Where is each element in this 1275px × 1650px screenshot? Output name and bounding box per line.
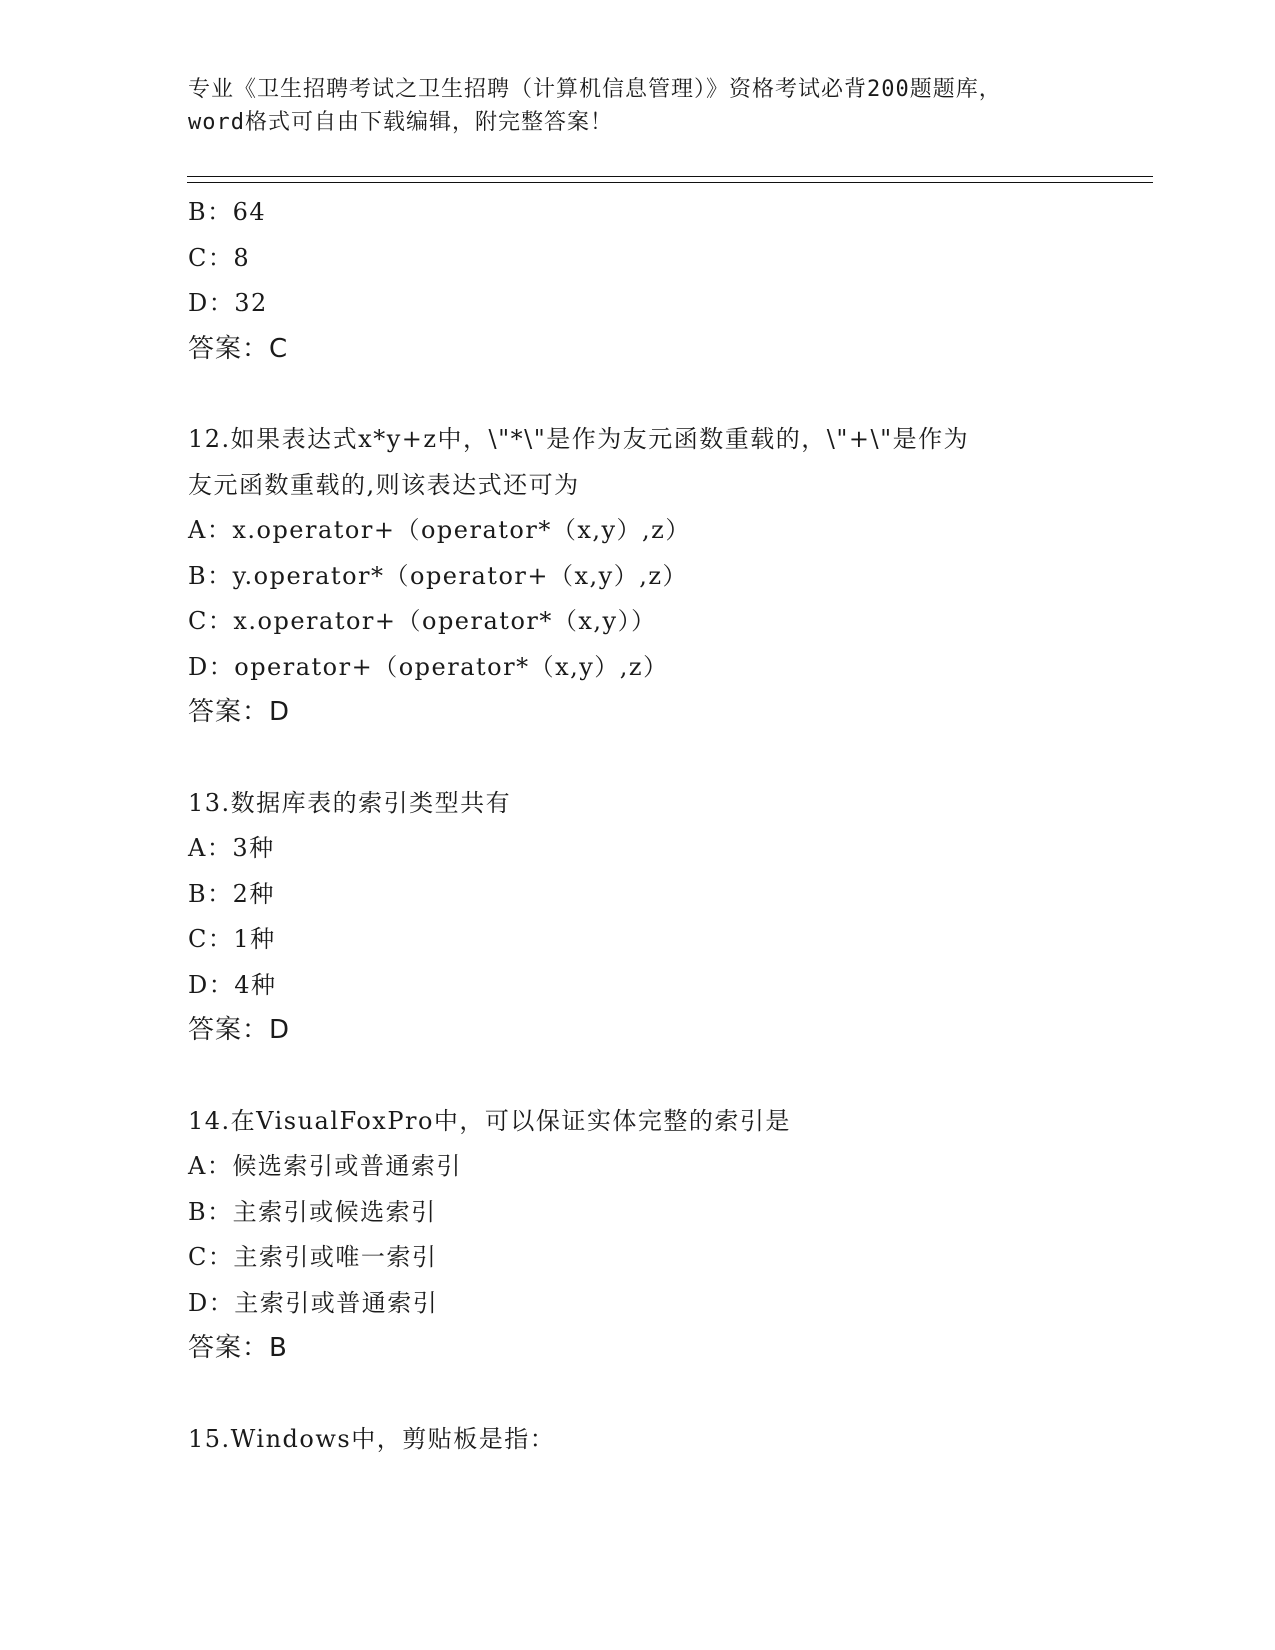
header-line-1: 专业《卫生招聘考试之卫生招聘（计算机信息管理）》资格考试必背200题题库， <box>188 77 1002 102</box>
header-line-2: word格式可自由下载编辑，附完整答案！ <box>188 110 613 135</box>
question-13 <box>188 781 1148 1054</box>
question-stem: 13.数据库表的索引类型共有 <box>188 788 512 817</box>
option-a: A：3种 <box>188 834 275 862</box>
header-rule-top <box>187 176 1153 177</box>
option-d: D：operator+（operator*（x,y）,z） <box>188 652 669 681</box>
question-stem: 14.在VisualFoxPro中，可以保证实体完整的索引是 <box>188 1106 791 1135</box>
spacer <box>188 1372 1148 1417</box>
option-a: A：候选索引或普通索引 <box>188 1152 462 1180</box>
question-14 <box>188 1099 1148 1372</box>
answer-line: 答案：B <box>188 1333 288 1363</box>
option-d: D：主索引或普通索引 <box>188 1288 439 1317</box>
document-header <box>188 73 1088 139</box>
option-c: C：主索引或唯一索引 <box>188 1243 438 1271</box>
header-rule-bottom <box>187 182 1153 183</box>
option-b: B：y.operator*（operator+（x,y）,z） <box>188 561 688 590</box>
question-stem-continued: 友元函数重载的,则该表达式还可为 <box>188 470 580 499</box>
question-stem: 12.如果表达式x*y+z中，\"*\"是作为友元函数重载的，\"+\"是作为 <box>188 425 970 453</box>
option-d: D：32 <box>188 289 268 317</box>
answer-line: 答案：D <box>188 697 291 727</box>
question-stem: 15.Windows中，剪贴板是指： <box>188 1424 556 1453</box>
question-list <box>188 190 1148 1462</box>
option-a: A：x.operator+（operator*（x,y）,z） <box>188 516 691 544</box>
option-b: B：2种 <box>188 879 275 908</box>
option-c: C：1种 <box>188 925 276 953</box>
question-12 <box>188 417 1148 736</box>
option-c: C：8 <box>188 243 251 272</box>
option-b: B：主索引或候选索引 <box>188 1197 437 1226</box>
question-11 <box>188 190 1148 372</box>
question-15 <box>188 1417 1148 1463</box>
option-b: B：64 <box>188 198 267 226</box>
spacer <box>188 1054 1148 1099</box>
spacer <box>188 736 1148 781</box>
spacer <box>188 372 1148 417</box>
answer-line: 答案：C <box>188 333 289 364</box>
option-c: C：x.operator+（operator*（x,y）） <box>188 607 657 635</box>
answer-line: 答案：D <box>188 1015 291 1045</box>
option-d: D：4种 <box>188 970 277 999</box>
